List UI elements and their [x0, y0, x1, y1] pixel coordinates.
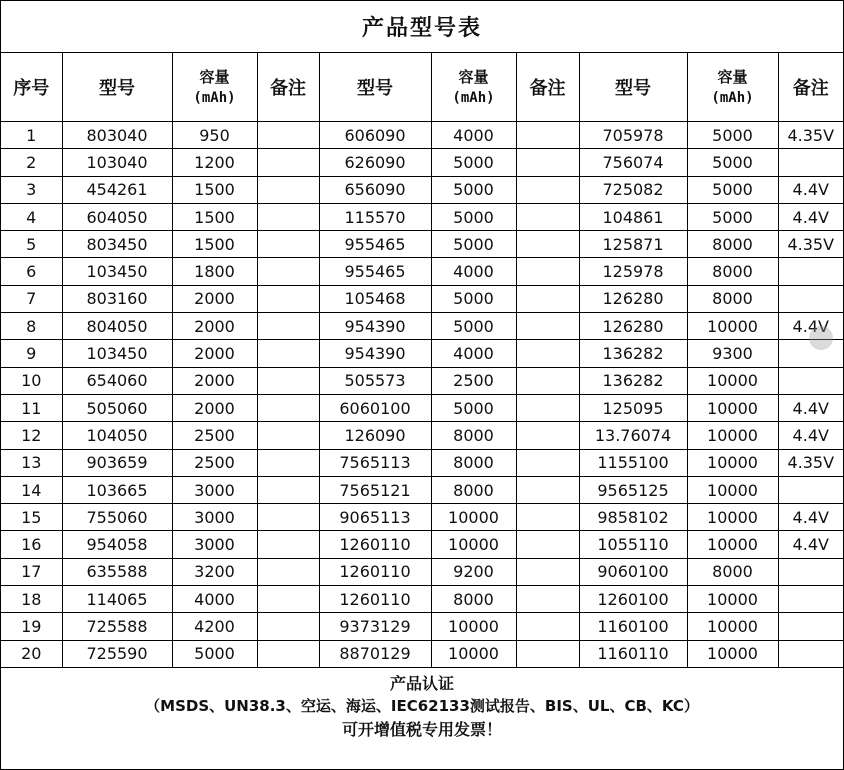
cell-index: 18 — [1, 586, 62, 613]
cell-remark-3 — [778, 285, 843, 312]
cell-model-2: 115570 — [319, 203, 431, 230]
cell-remark-1 — [257, 176, 319, 203]
cell-model-2: 954390 — [319, 313, 431, 340]
header-row — [1, 53, 843, 122]
cell-remark-3 — [778, 149, 843, 176]
cell-remark-2 — [516, 504, 579, 531]
header-model-3: 型号 — [579, 53, 687, 122]
table-row — [1, 531, 843, 558]
cell-model-1: 803040 — [62, 122, 172, 149]
header-capacity-1: 容量 (mAh) — [172, 53, 257, 122]
cell-model-2: 6060100 — [319, 394, 431, 421]
cell-remark-2 — [516, 476, 579, 503]
cell-model-2: 955465 — [319, 258, 431, 285]
cell-remark-3 — [778, 476, 843, 503]
cell-remark-2 — [516, 176, 579, 203]
cell-index: 6 — [1, 258, 62, 285]
header-model-1: 型号 — [62, 53, 172, 122]
cell-remark-3 — [778, 558, 843, 585]
cell-capacity-1: 2500 — [172, 449, 257, 476]
cell-capacity-3: 8000 — [687, 258, 778, 285]
cell-remark-1 — [257, 586, 319, 613]
cell-remark-3: 4.4V — [778, 422, 843, 449]
cell-capacity-3: 9300 — [687, 340, 778, 367]
cell-model-3: 13.76074 — [579, 422, 687, 449]
cell-remark-3 — [778, 340, 843, 367]
cell-remark-3: 4.35V — [778, 122, 843, 149]
cell-remark-3: 4.4V — [778, 203, 843, 230]
table-row — [1, 176, 843, 203]
cell-capacity-2: 2500 — [431, 367, 516, 394]
cell-remark-2 — [516, 449, 579, 476]
cell-model-1: 454261 — [62, 176, 172, 203]
table-row — [1, 640, 843, 667]
cell-capacity-3: 10000 — [687, 367, 778, 394]
table-row — [1, 504, 843, 531]
cell-model-2: 126090 — [319, 422, 431, 449]
cell-model-3: 125978 — [579, 258, 687, 285]
cell-model-1: 103450 — [62, 258, 172, 285]
cell-remark-2 — [516, 586, 579, 613]
cell-index: 14 — [1, 476, 62, 503]
table-row — [1, 340, 843, 367]
cell-capacity-1: 4000 — [172, 586, 257, 613]
cell-capacity-3: 10000 — [687, 613, 778, 640]
cell-index: 4 — [1, 203, 62, 230]
table-row — [1, 613, 843, 640]
table-row — [1, 558, 843, 585]
cell-remark-2 — [516, 122, 579, 149]
cell-model-1: 114065 — [62, 586, 172, 613]
cell-model-1: 635588 — [62, 558, 172, 585]
cell-remark-2 — [516, 613, 579, 640]
cell-capacity-1: 2000 — [172, 394, 257, 421]
cell-remark-1 — [257, 531, 319, 558]
header-model-2: 型号 — [319, 53, 431, 122]
cell-capacity-1: 2500 — [172, 422, 257, 449]
cell-model-3: 1160100 — [579, 613, 687, 640]
cell-capacity-2: 5000 — [431, 313, 516, 340]
cell-remark-3 — [778, 640, 843, 667]
cell-capacity-2: 5000 — [431, 176, 516, 203]
cell-model-3: 125095 — [579, 394, 687, 421]
cell-capacity-3: 10000 — [687, 640, 778, 667]
cell-remark-1 — [257, 504, 319, 531]
cell-model-1: 103040 — [62, 149, 172, 176]
cell-capacity-2: 10000 — [431, 531, 516, 558]
table-row — [1, 476, 843, 503]
cell-model-1: 104050 — [62, 422, 172, 449]
table-row — [1, 394, 843, 421]
cell-index: 13 — [1, 449, 62, 476]
table-row — [1, 149, 843, 176]
cell-model-3: 9565125 — [579, 476, 687, 503]
header-remark-1: 备注 — [257, 53, 319, 122]
cell-model-2: 606090 — [319, 122, 431, 149]
cell-capacity-1: 3000 — [172, 504, 257, 531]
cell-capacity-3: 8000 — [687, 285, 778, 312]
cell-index: 1 — [1, 122, 62, 149]
cell-capacity-1: 1500 — [172, 203, 257, 230]
cell-capacity-3: 5000 — [687, 149, 778, 176]
cell-remark-1 — [257, 422, 319, 449]
cell-remark-2 — [516, 340, 579, 367]
table-row — [1, 449, 843, 476]
model-table — [1, 53, 843, 667]
certification-heading: 产品认证 — [389, 674, 454, 694]
cell-model-3: 126280 — [579, 313, 687, 340]
cell-model-3: 125871 — [579, 231, 687, 258]
cell-capacity-3: 5000 — [687, 203, 778, 230]
cell-remark-1 — [257, 640, 319, 667]
cell-model-1: 803160 — [62, 285, 172, 312]
cell-capacity-2: 9200 — [431, 558, 516, 585]
cell-capacity-1: 1200 — [172, 149, 257, 176]
cell-model-3: 1155100 — [579, 449, 687, 476]
cell-remark-2 — [516, 231, 579, 258]
cell-index: 7 — [1, 285, 62, 312]
cell-capacity-2: 5000 — [431, 231, 516, 258]
cell-index: 17 — [1, 558, 62, 585]
certification-list: （MSDS、UN38.3、空运、海运、IEC62133测试报告、BIS、UL、CB、KC） — [145, 697, 699, 716]
certification-footer — [1, 667, 843, 746]
cell-remark-1 — [257, 340, 319, 367]
cell-capacity-3: 10000 — [687, 531, 778, 558]
cell-capacity-3: 5000 — [687, 122, 778, 149]
cell-remark-1 — [257, 258, 319, 285]
cell-model-2: 7565121 — [319, 476, 431, 503]
cell-capacity-1: 1500 — [172, 176, 257, 203]
cell-capacity-3: 10000 — [687, 449, 778, 476]
cell-capacity-2: 5000 — [431, 285, 516, 312]
cell-remark-2 — [516, 558, 579, 585]
cell-capacity-1: 3200 — [172, 558, 257, 585]
cell-capacity-3: 5000 — [687, 176, 778, 203]
cell-capacity-1: 5000 — [172, 640, 257, 667]
cell-index: 5 — [1, 231, 62, 258]
cell-remark-2 — [516, 258, 579, 285]
cell-capacity-2: 4000 — [431, 258, 516, 285]
cell-capacity-3: 10000 — [687, 394, 778, 421]
cell-index: 16 — [1, 531, 62, 558]
cell-model-2: 505573 — [319, 367, 431, 394]
cell-index: 8 — [1, 313, 62, 340]
cell-index: 15 — [1, 504, 62, 531]
cell-capacity-2: 8000 — [431, 586, 516, 613]
cell-remark-2 — [516, 149, 579, 176]
cell-index: 9 — [1, 340, 62, 367]
cell-capacity-2: 8000 — [431, 449, 516, 476]
table-row — [1, 367, 843, 394]
cell-remark-2 — [516, 313, 579, 340]
cell-model-1: 804050 — [62, 313, 172, 340]
invoice-note: 可开增值税专用发票！ — [341, 720, 502, 740]
header-remark-2: 备注 — [516, 53, 579, 122]
cell-model-1: 755060 — [62, 504, 172, 531]
cell-capacity-2: 5000 — [431, 203, 516, 230]
cell-capacity-1: 2000 — [172, 313, 257, 340]
cell-capacity-2: 4000 — [431, 122, 516, 149]
cell-remark-1 — [257, 558, 319, 585]
cell-remark-3: 4.35V — [778, 449, 843, 476]
cell-remark-1 — [257, 231, 319, 258]
table-row — [1, 285, 843, 312]
cell-index: 20 — [1, 640, 62, 667]
cell-capacity-1: 3000 — [172, 476, 257, 503]
cell-capacity-2: 8000 — [431, 476, 516, 503]
cell-model-3: 136282 — [579, 367, 687, 394]
cell-model-1: 654060 — [62, 367, 172, 394]
cell-model-2: 626090 — [319, 149, 431, 176]
cell-model-1: 103665 — [62, 476, 172, 503]
cell-model-3: 104861 — [579, 203, 687, 230]
cell-remark-1 — [257, 203, 319, 230]
header-capacity-3: 容量 (mAh) — [687, 53, 778, 122]
cell-remark-3 — [778, 613, 843, 640]
cell-index: 2 — [1, 149, 62, 176]
cell-capacity-2: 10000 — [431, 640, 516, 667]
cell-model-2: 8870129 — [319, 640, 431, 667]
cell-index: 12 — [1, 422, 62, 449]
cell-model-3: 9858102 — [579, 504, 687, 531]
cell-remark-3 — [778, 258, 843, 285]
cell-capacity-2: 10000 — [431, 613, 516, 640]
cell-remark-2 — [516, 367, 579, 394]
table-row — [1, 422, 843, 449]
cell-capacity-3: 10000 — [687, 476, 778, 503]
cell-remark-3: 4.4V — [778, 394, 843, 421]
table-row — [1, 203, 843, 230]
cell-model-2: 954390 — [319, 340, 431, 367]
cell-remark-1 — [257, 313, 319, 340]
cell-capacity-3: 10000 — [687, 586, 778, 613]
cell-model-2: 9065113 — [319, 504, 431, 531]
cell-model-1: 725590 — [62, 640, 172, 667]
cell-model-3: 725082 — [579, 176, 687, 203]
cell-remark-1 — [257, 149, 319, 176]
cell-model-1: 103450 — [62, 340, 172, 367]
cell-capacity-2: 10000 — [431, 504, 516, 531]
cell-remark-2 — [516, 394, 579, 421]
cell-model-1: 954058 — [62, 531, 172, 558]
cell-capacity-1: 2000 — [172, 285, 257, 312]
cell-model-3: 1260100 — [579, 586, 687, 613]
cell-remark-3 — [778, 586, 843, 613]
cell-capacity-2: 8000 — [431, 422, 516, 449]
cell-remark-3: 4.4V — [778, 313, 843, 340]
cell-remark-3: 4.4V — [778, 504, 843, 531]
table-row — [1, 258, 843, 285]
cell-model-1: 803450 — [62, 231, 172, 258]
cell-model-2: 955465 — [319, 231, 431, 258]
cell-remark-3: 4.4V — [778, 531, 843, 558]
cell-capacity-2: 5000 — [431, 149, 516, 176]
cell-remark-1 — [257, 449, 319, 476]
cell-remark-2 — [516, 203, 579, 230]
cell-model-1: 725588 — [62, 613, 172, 640]
cell-model-2: 9373129 — [319, 613, 431, 640]
cell-capacity-1: 1500 — [172, 231, 257, 258]
cell-index: 10 — [1, 367, 62, 394]
cell-capacity-1: 2000 — [172, 367, 257, 394]
cell-model-2: 1260110 — [319, 586, 431, 613]
cell-capacity-3: 8000 — [687, 231, 778, 258]
cell-model-3: 136282 — [579, 340, 687, 367]
cell-remark-1 — [257, 122, 319, 149]
cell-model-1: 505060 — [62, 394, 172, 421]
cell-model-3: 756074 — [579, 149, 687, 176]
table-row — [1, 313, 843, 340]
cell-model-2: 7565113 — [319, 449, 431, 476]
cell-remark-1 — [257, 367, 319, 394]
cell-model-3: 9060100 — [579, 558, 687, 585]
cell-remark-1 — [257, 613, 319, 640]
cell-remark-2 — [516, 531, 579, 558]
cell-index: 19 — [1, 613, 62, 640]
table-row — [1, 231, 843, 258]
cell-model-3: 705978 — [579, 122, 687, 149]
cell-remark-2 — [516, 422, 579, 449]
cell-remark-2 — [516, 285, 579, 312]
table-body — [1, 122, 843, 667]
cell-capacity-1: 2000 — [172, 340, 257, 367]
header-capacity-2: 容量 (mAh) — [431, 53, 516, 122]
cell-capacity-1: 3000 — [172, 531, 257, 558]
cell-capacity-3: 10000 — [687, 422, 778, 449]
cell-remark-1 — [257, 285, 319, 312]
cell-remark-1 — [257, 394, 319, 421]
cell-capacity-3: 10000 — [687, 313, 778, 340]
cell-index: 3 — [1, 176, 62, 203]
header-index: 序号 — [1, 53, 62, 122]
cell-model-3: 126280 — [579, 285, 687, 312]
cell-model-3: 1160110 — [579, 640, 687, 667]
cell-remark-3: 4.35V — [778, 231, 843, 258]
cell-model-1: 903659 — [62, 449, 172, 476]
cell-remark-3: 4.4V — [778, 176, 843, 203]
table-row — [1, 586, 843, 613]
cell-capacity-3: 10000 — [687, 504, 778, 531]
cell-model-2: 105468 — [319, 285, 431, 312]
cell-model-3: 1055110 — [579, 531, 687, 558]
cell-remark-2 — [516, 640, 579, 667]
cell-remark-1 — [257, 476, 319, 503]
header-remark-3: 备注 — [778, 53, 843, 122]
cell-model-1: 604050 — [62, 203, 172, 230]
cell-capacity-1: 950 — [172, 122, 257, 149]
sheet-title: 产品型号表 — [1, 1, 843, 53]
cell-model-2: 1260110 — [319, 531, 431, 558]
cell-capacity-3: 8000 — [687, 558, 778, 585]
cell-capacity-2: 4000 — [431, 340, 516, 367]
cell-remark-3 — [778, 367, 843, 394]
cell-capacity-1: 4200 — [172, 613, 257, 640]
cell-index: 11 — [1, 394, 62, 421]
cell-capacity-1: 1800 — [172, 258, 257, 285]
table-row — [1, 122, 843, 149]
cell-model-2: 1260110 — [319, 558, 431, 585]
cell-model-2: 656090 — [319, 176, 431, 203]
cell-capacity-2: 5000 — [431, 394, 516, 421]
